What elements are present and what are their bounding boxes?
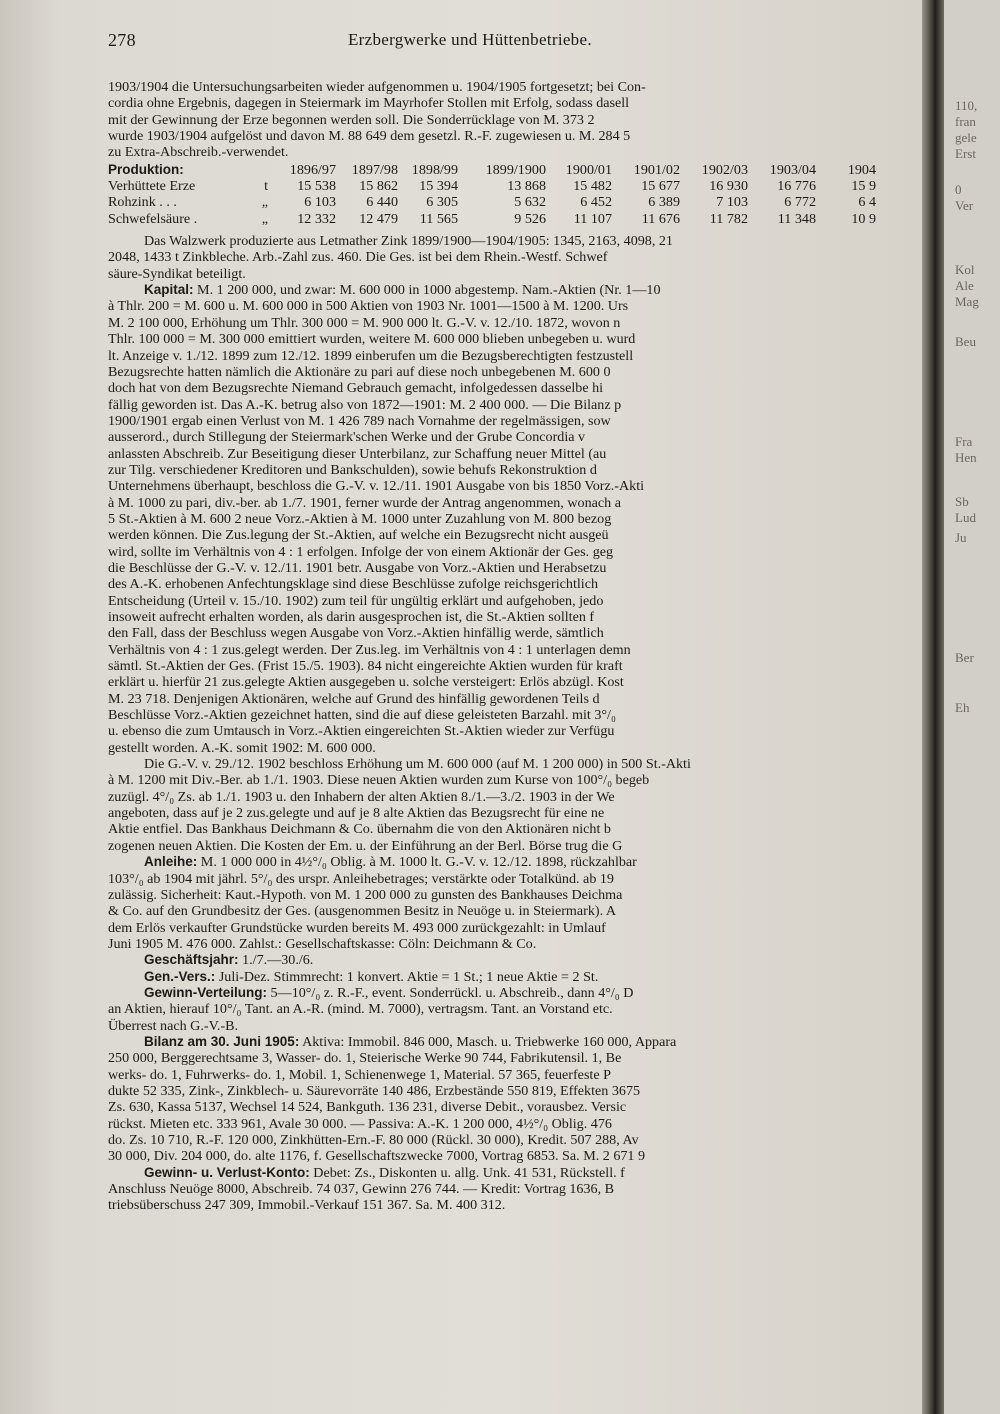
table-cell: 13 868: [507, 178, 546, 195]
year-header: 1898/99: [411, 161, 458, 178]
line-text: Aktie entfiel. Das Bankhaus Deichmann & Co. übernahm die von den Aktionären nicht b: [108, 821, 611, 838]
table-cell: 15 394: [419, 178, 458, 195]
year-header: 1901/02: [633, 161, 680, 178]
line-text: lt. Anzeige v. 1./12. 1899 zum 12./12. 1899 einberufen um die Bezugsberechtigten festzustell: [108, 347, 634, 364]
facing-page-fragment: Hen: [955, 450, 977, 465]
facing-page-fragment: Lud: [955, 510, 976, 525]
production-row: [108, 211, 876, 227]
table-cell: 15 538: [297, 178, 336, 195]
text-line: [108, 723, 908, 739]
text-line: [108, 1067, 908, 1083]
table-cell: 12 479: [359, 210, 398, 227]
table-cell: 15 862: [359, 178, 398, 195]
section: [108, 969, 908, 985]
line-text: 250 000, Berggerechtsame 3, Wasser- do. 1, Steierische Werke 90 744, Fabrikutensil. 1, Be: [108, 1050, 622, 1067]
table-cell: 16 776: [777, 178, 816, 195]
line-text: 30 000, Div. 204 000, do. alte 1176, f. Gesellschaftszwecke 7000, Vortrag 6853. Sa. M. 2 671 9: [108, 1148, 646, 1165]
table-cell: 7 103: [716, 194, 748, 211]
text-line: zu Extra-Abschreib.-verwendet.: [108, 144, 289, 161]
line-text: do. Zs. 10 710, R.-F. 120 000, Zinkhütten-Ern.-F. 80 000 (Rückl. 30 000), Kredit. 507 288, Av: [108, 1132, 639, 1148]
line-text: Entscheidung (Urteil v. 15./10. 1902) zum teil für ungültig erklärt und aufgehoben, jedo: [108, 592, 604, 609]
facing-page-fragment: Ver: [955, 198, 974, 213]
text-line: [108, 249, 908, 265]
section-heading: Bilanz am 30. Juni 1905:: [144, 1033, 300, 1049]
section: [108, 1034, 908, 1165]
line-text: sämtl. St.-Aktien der Ges. (Frist 15./5. 1903). 84 nicht eingereichte Aktien wurden für kraft: [108, 658, 623, 675]
facing-page-fragment: fran: [955, 114, 976, 129]
row-unit: „: [261, 194, 268, 211]
text-line: [108, 658, 908, 674]
text-line: [108, 1116, 908, 1132]
line-text: u. ebenso die zum Umtausch in Vorz.-Aktien eingereichten St.-Aktien wieder zur Verfügu: [108, 723, 615, 740]
line-text: insoweit aufrecht erhalten worden, als darin ausgesprochen ist, die St.-Aktien sollten f: [108, 609, 595, 625]
text-line: [108, 1165, 908, 1181]
text-line: [108, 495, 908, 511]
book-gutter: [922, 0, 944, 1414]
facing-page-fragments: [955, 0, 1000, 1414]
text-line: [108, 593, 908, 609]
line-text: Zs. 630, Kassa 5137, Wechsel 14 524, Bankguth. 136 231, diverse Debit., vorausbez. Versic: [108, 1099, 627, 1116]
facing-page-fragment: Beu: [955, 334, 976, 349]
text-line: [108, 331, 908, 347]
text-line: [108, 789, 908, 805]
text-line: [108, 920, 908, 936]
line-text: à M. 1000 zu pari, div.-ber. ab 1./7. 1901, ferner wurde der Antrag angenommen, wonach a: [108, 494, 621, 511]
facing-page-fragment: gele: [955, 130, 977, 145]
section: [108, 756, 908, 854]
line-text: Debet: Zs., Diskonten u. allg. Unk. 41 531, Rückstell. f: [313, 1164, 625, 1181]
text-line: [108, 266, 908, 282]
line-text: & Co. auf den Grundbesitz der Ges. (ausgenommen Besitz in Neuöge u. in Steiermark). A: [108, 903, 617, 920]
text-line: [108, 887, 908, 903]
table-cell: 11 565: [419, 210, 458, 227]
line-text: 5 St.-Aktien à M. 600 2 neue Vorz.-Aktien à M. 1000 unter Zuzahlung von M. 800 bezog: [108, 510, 612, 527]
year-header: 1897/98: [351, 161, 398, 178]
line-text: Anschluss Neuöge 8000, Abschreib. 74 037, Gewinn 276 744. — Kredit: Vortrag 1636, B: [108, 1181, 615, 1198]
year-header: 1899/1900: [485, 161, 546, 178]
line-text: Die G.-V. v. 29./12. 1902 beschloss Erhöhung um M. 600 000 (auf M. 1 200 000) in 500 St.-Akti: [144, 756, 691, 773]
line-text: den Fall, dass der Beschluss wegen Ausgabe von Vorz.-Aktien hinfällig werde, sämtlich: [108, 625, 604, 642]
text-line: [108, 446, 908, 462]
text-line: cordia ohne Ergebnis, dagegen in Steiermark im Mayrhofer Stollen mit Erfolg, sodass dasell: [108, 95, 630, 112]
line-text: Aktiva: Immobil. 846 000, Masch. u. Triebwerke 160 000, Appara: [302, 1033, 677, 1050]
text-line: [108, 805, 908, 821]
line-text: Das Walzwerk produzierte aus Letmather Zink 1899/1900—1904/1905: 1345, 2163, 4098, 21: [144, 233, 673, 250]
text-line: [108, 1018, 908, 1034]
line-text: 2048, 1433 t Zinkbleche. Arb.-Zahl zus. 460. Die Ges. ist bei dem Rhein.-Westf. Schwef: [108, 249, 608, 266]
text-line: [108, 527, 908, 543]
line-text: M. 23 718. Denjenigen Aktionären, welche auf Grund des hinfällig gewordenen Teils d: [108, 690, 600, 707]
table-cell: 6 389: [648, 194, 680, 211]
text-line: [108, 315, 908, 331]
facing-page-fragment: 0: [955, 182, 962, 197]
line-text: Verhältnis von 4 : 1 zus.gelegt werden. Der Zus.leg. im Verhältnis von 4 : 1 unterlagen demn: [108, 641, 631, 658]
table-cell: 6 452: [580, 194, 612, 211]
text-line: [108, 691, 908, 707]
line-text: M. 2 100 000, Erhöhung um Thlr. 300 000 = M. 900 000 lt. G.-V. v. 12./10. 1872, wovon n: [108, 314, 621, 331]
page-body: [108, 79, 908, 1214]
page-header: [108, 30, 908, 58]
text-line: [108, 609, 908, 625]
text-line: [108, 707, 908, 723]
line-text: Beschlüsse Vorz.-Aktien gezeichnet hatten, sind die auf diese geleisteten Barzahl. mit 3°/₀: [108, 707, 616, 724]
text-line: [108, 298, 908, 314]
running-title: Erzbergwerke und Hüttenbetriebe.: [348, 30, 592, 49]
text-line: [108, 838, 908, 854]
text-line: mit der Gewinnung der Erze begonnen werden soll. Die Sonderrücklage von M. 373 2: [108, 111, 595, 128]
production-table: [108, 162, 876, 227]
production-row: [108, 194, 876, 210]
line-text: M. 1 000 000 in 4½°/₀ Oblig. à M. 1000 lt. G.-V. v. 12./12. 1898, rückzahlbar: [200, 854, 637, 871]
sections: [108, 233, 908, 1214]
table-cell: 12 332: [297, 210, 336, 227]
facing-page-fragment: Ale: [955, 278, 974, 293]
line-text: dem Erlös verkaufter Grundstücke wurden bereits M. 493 000 zurückgezahlt: in Umlauf: [108, 919, 606, 936]
text-line: [108, 576, 908, 592]
text-line: [108, 1132, 908, 1148]
facing-page-fragment: Sb: [955, 494, 969, 509]
facing-page-fragment: Erst: [955, 146, 976, 161]
table-cell: 15 677: [641, 178, 680, 195]
section-heading: Gewinn- u. Verlust-Konto:: [144, 1164, 310, 1180]
section: [108, 854, 908, 952]
line-text: Thlr. 100 000 = M. 300 000 emittiert wurden, weitere M. 600 000 blieben unbegeben u. wurd: [108, 331, 636, 348]
section: [108, 1165, 908, 1214]
line-text: à M. 1200 mit Div.-Ber. ab 1./1. 1903. Diese neuen Aktien wurden zum Kurse von 100°/₀ begeb: [108, 772, 650, 789]
table-cell: 11 348: [777, 210, 816, 227]
line-text: gestellt worden. A.-K. somit 1902: M. 600 000.: [108, 739, 376, 756]
line-text: zuzügl. 4°/₀ Zs. ab 1./1. 1903 u. den Inhabern der alten Aktien 8./1.—3./2. 1903 in der We: [108, 788, 615, 805]
line-text: Bezugsrechte hatten nämlich die Aktionäre zu pari auf diese noch unbegebenen M. 600 0: [108, 363, 611, 380]
section-heading: Geschäftsjahr:: [144, 952, 239, 968]
table-cell: 11 782: [709, 210, 748, 227]
text-line: [108, 1034, 908, 1050]
text-line: [108, 462, 908, 478]
row-label: [108, 178, 272, 194]
table-cell: 6 305: [426, 194, 458, 211]
row-name: Verhüttete Erze: [108, 178, 196, 195]
table-cell: 6 440: [366, 194, 398, 211]
line-text: 1900/1901 ergab einen Verlust von M. 1 426 789 nach Vornahme der regelmässigen, sow: [108, 412, 611, 429]
table-cell: 11 676: [641, 210, 680, 227]
section-heading: Gen.-Vers.:: [144, 968, 216, 984]
production-header-row: [108, 162, 876, 178]
text-line: [108, 348, 908, 364]
line-text: 103°/₀ ab 1904 mit jährl. 5°/₀ des urspr. Anleihebetrages; verstärkte oder Totalkünd. ab 19: [108, 870, 614, 887]
text-line: [108, 478, 908, 494]
text-line: [108, 674, 908, 690]
facing-page-fragment: Eh: [955, 700, 970, 715]
table-cell: 6 772: [784, 194, 816, 211]
line-text: dukte 52 335, Zink-, Zinkblech- u. Säurevorräte 140 486, Erzbestände 550 819, Effekten 3675: [108, 1082, 641, 1099]
text-line: [108, 756, 908, 772]
table-cell: 16 930: [709, 178, 748, 195]
line-text: ausserord., durch Stillegung der Steiermark'schen Werke und der Grube Concordia v: [108, 429, 586, 446]
line-text: die Beschlüsse der G.-V. v. 12./11. 1901 betr. Ausgabe von Vorz.-Aktien und Herabsetzu: [108, 559, 607, 576]
line-text: Überrest nach G.-V.-B.: [108, 1017, 239, 1034]
line-text: zur Tilg. verschiedener Kreditoren und Bankschulden), sowie behufs Rekonstruktion d: [108, 461, 597, 478]
section: [108, 233, 908, 282]
row-name: Schwefelsäure .: [108, 210, 198, 227]
line-text: à Thlr. 200 = M. 600 u. M. 600 000 in 500 Aktien von 1903 Nr. 1001—1500 à M. 1200. Urs: [108, 298, 629, 315]
line-text: 1./7.—30./6.: [242, 952, 314, 969]
line-text: werden können. Die Zus.legung der St.-Aktien, auf welche ein Bezugsrecht nicht ausgeü: [108, 527, 609, 544]
page-number: 278: [108, 30, 136, 50]
row-label: [108, 194, 272, 210]
text-line: [108, 969, 908, 985]
text-line: [108, 642, 908, 658]
text-line: wurde 1903/1904 aufgelöst und davon M. 88 649 dem gesetzl. R.-F. zugewiesen u. M. 284 5: [108, 128, 631, 145]
text-line: [108, 233, 908, 249]
text-line: [108, 1001, 908, 1017]
text-line: [108, 772, 908, 788]
section: [108, 985, 908, 1034]
table-cell: 6 103: [304, 194, 336, 211]
text-line: [108, 413, 908, 429]
text-line: [108, 560, 908, 576]
year-header: 1900/01: [565, 161, 612, 178]
text-line: [108, 952, 908, 968]
line-text: 5—10°/₀ z. R.-F., event. Sonderrückl. u. Abschreib., dann 4°/₀ D: [270, 984, 634, 1001]
text-line: [108, 740, 908, 756]
section-heading: Kapital:: [144, 282, 194, 298]
production-rows: [108, 178, 876, 227]
line-text: wird, sollte im Verhältnis von 4 : 1 erfolgen. Infolge der von einem Aktionär der Ges. geg: [108, 543, 614, 560]
row-label: [108, 211, 272, 227]
section: [108, 952, 908, 968]
text-line: [108, 282, 908, 298]
line-text: werks- do. 1, Fuhrwerks- do. 1, Mobil. 1, Schienenwege 1, Material. 57 365, feuerfeste P: [108, 1066, 611, 1083]
line-text: des A.-K. erhobenen Anfechtungsklage sind diese Beschlüsse zufolge reichsgerichtlich: [108, 576, 599, 593]
text-line: [108, 1083, 908, 1099]
year-header: 1896/97: [289, 161, 336, 178]
line-text: an Aktien, hierauf 10°/₀ Tant. an A.-R. (mind. M. 7000), vertragsm. Tant. an Vorstand etc.: [108, 1001, 613, 1018]
line-text: säure-Syndikat beteiligt.: [108, 265, 246, 282]
text-line: [108, 1148, 908, 1164]
line-text: rückst. Mieten etc. 333 961, Avale 30 000. — Passiva: A.-K. 1 200 000, 4½°/₀ Oblig. 476: [108, 1115, 612, 1132]
line-text: angeboten, dass auf je 2 zus.gelegte und auf je 8 alte Aktien das Bezugsrecht für eine ne: [108, 805, 605, 822]
line-text: Unternehmens überhaupt, beschloss die G.-V. v. 12./11. 1901 Ausgabe von bis 1850 Vorz.-Akti: [108, 478, 645, 495]
text-line: [108, 985, 908, 1001]
section-heading: Gewinn-Verteilung:: [144, 984, 268, 1000]
line-text: Juli-Dez. Stimmrecht: 1 konvert. Aktie = 1 St.; 1 neue Aktie = 2 St.: [218, 968, 599, 985]
table-cell: 9 526: [514, 210, 546, 227]
line-text: zogenen neuen Aktien. Die Kosten der Em. u. der Einführung an der Berl. Börse trug die G: [108, 837, 623, 854]
facing-page-fragment: Ju: [955, 530, 967, 545]
year-header: 1904: [847, 161, 876, 178]
table-cell: 5 632: [514, 194, 546, 211]
line-text: fällig geworden ist. Das A.-K. betrug also von 1872—1901: M. 2 400 000. — Die Bilanz p: [108, 396, 622, 413]
row-name: Rohzink . . .: [108, 194, 177, 211]
table-cell: 15 9: [851, 178, 876, 195]
table-cell: 15 482: [573, 178, 612, 195]
production-row: [108, 178, 876, 194]
document-page: [108, 30, 908, 1214]
table-cell: 11 107: [573, 210, 612, 227]
line-text: doch hat von dem Bezugsrechte Niemand Gebrauch gemacht, infolgedessen dasselbe hi: [108, 380, 604, 397]
line-text: M. 1 200 000, und zwar: M. 600 000 in 1000 abgestemp. Nam.-Aktien (Nr. 1—10: [197, 282, 661, 299]
facing-page-fragment: Fra: [955, 434, 973, 449]
row-unit: t: [264, 178, 268, 195]
row-unit: „: [261, 210, 268, 227]
line-text: erklärt u. hierfür 21 zus.gelegte Aktien ausgegeben u. solche versteigert: Erlös abzügl. Kost: [108, 674, 624, 691]
section: [108, 282, 908, 756]
text-line: [108, 1099, 908, 1115]
text-line: [108, 871, 908, 887]
text-line: [108, 544, 908, 560]
year-header: 1903/04: [769, 161, 816, 178]
line-text: triebsüberschuss 247 309, Immobil.-Verkauf 151 367. Sa. M. 400 312.: [108, 1197, 506, 1214]
text-line: [108, 397, 908, 413]
text-line: [108, 821, 908, 837]
table-cell: 6 4: [858, 194, 876, 211]
table-cell: 10 9: [851, 210, 876, 227]
text-line: [108, 364, 908, 380]
line-text: Juni 1905 M. 476 000. Zahlst.: Gesellschaftskasse: Cöln: Deichmann & Co.: [108, 935, 537, 952]
text-line: [108, 625, 908, 641]
facing-page-fragment: Ber: [955, 650, 974, 665]
text-line: [108, 380, 908, 396]
text-line: [108, 854, 908, 870]
text-line: [108, 1197, 908, 1213]
production-heading: Produktion:: [108, 161, 184, 177]
text-line: [108, 1050, 908, 1066]
text-line: [108, 936, 908, 952]
intro-paragraph: [108, 79, 908, 161]
year-header: 1902/03: [701, 161, 748, 178]
facing-page-fragment: Kol: [955, 262, 975, 277]
text-line: [108, 511, 908, 527]
text-line: [108, 903, 908, 919]
text-line: [108, 429, 908, 445]
line-text: zulässig. Sicherheit: Kaut.-Hypoth. von M. 1 200 000 zu gunsten des Bankhauses Deichma: [108, 886, 623, 903]
facing-page-fragment: 110,: [955, 98, 978, 113]
line-text: anlassten Abschreib. Zur Beseitigung dieser Unterbilanz, zur Schaffung neuer Mittel (au: [108, 445, 607, 462]
facing-page-fragment: Mag: [955, 294, 979, 309]
section-heading: Anleihe:: [144, 854, 198, 870]
text-line: 1903/1904 die Untersuchungsarbeiten wieder aufgenommen u. 1904/1905 fortgesetzt; bei Con-: [108, 79, 646, 95]
text-line: [108, 1181, 908, 1197]
